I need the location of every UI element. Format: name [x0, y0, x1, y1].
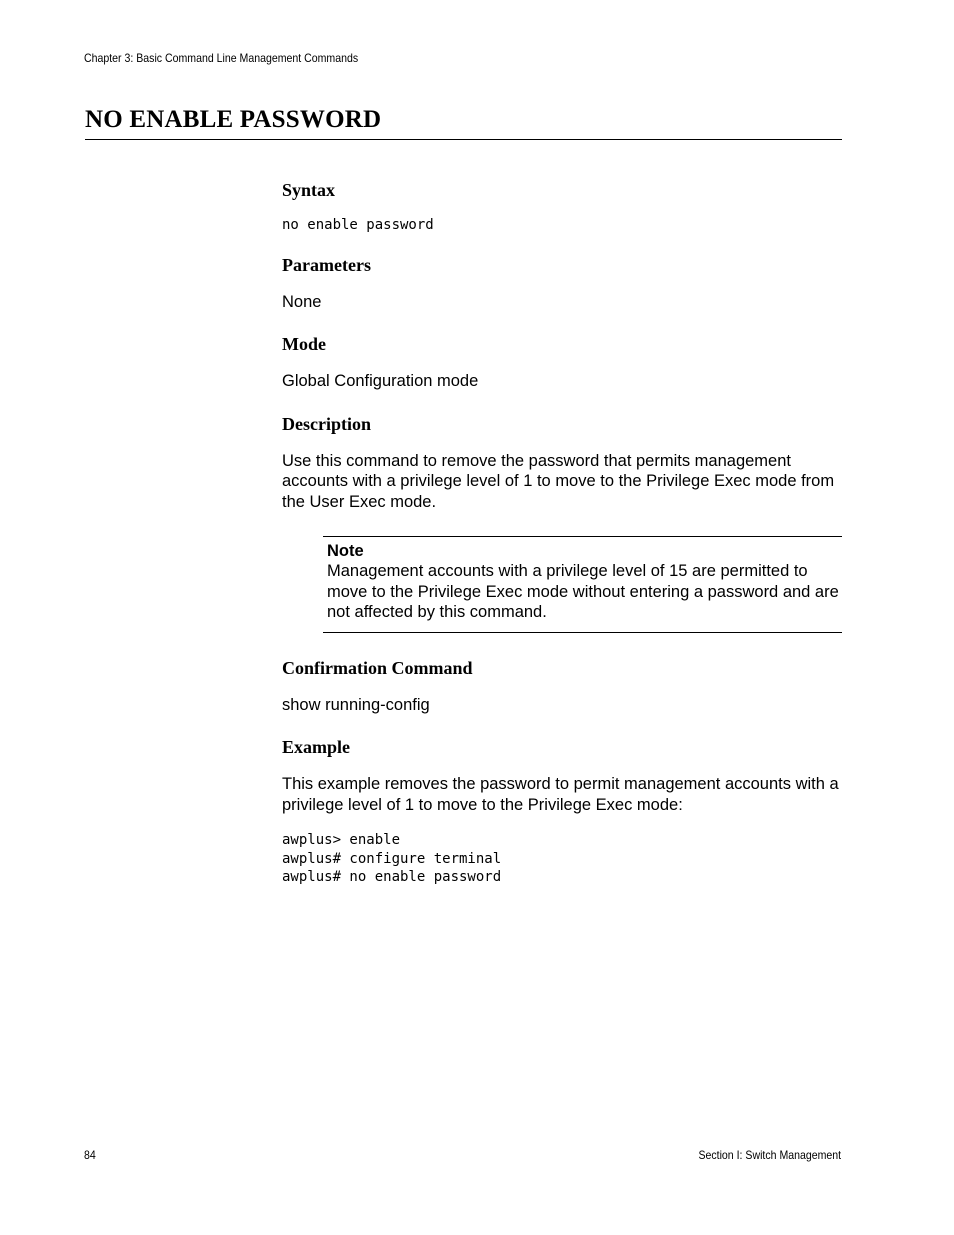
- mode-text: Global Configuration mode: [282, 372, 479, 390]
- mode-heading: Mode: [282, 334, 326, 354]
- note-label: Note: [327, 542, 364, 560]
- title-rule: [85, 139, 842, 140]
- confirmation-text: show running-config: [282, 695, 430, 714]
- syntax-code: no enable password: [282, 217, 434, 233]
- confirmation-heading: Confirmation Command: [282, 657, 473, 678]
- note-text: Management accounts with a privilege level of 15 are permitted to move to the Privilege Exec mode without entering a password and are not affected by this command.: [327, 562, 839, 621]
- example-code-block: [282, 831, 844, 887]
- example-heading: Example: [282, 737, 351, 757]
- example-code-line: awplus# configure terminal: [282, 850, 502, 867]
- syntax-heading: Syntax: [282, 180, 336, 200]
- example-text: This example removes the password to permit management accounts with a privilege level of 1 to move to the Privilege Exec mode:: [282, 775, 839, 814]
- parameters-heading: Parameters: [282, 254, 371, 275]
- parameters-text: None: [282, 292, 322, 311]
- page-title: NO ENABLE PASSWORD: [85, 106, 382, 133]
- running-header: Chapter 3: Basic Command Line Management Commands: [84, 51, 359, 65]
- description-text: Use this command to remove the password that permits management accounts with a privilege level of 1 to move to the Privilege Exec mode from the User Exec mode.: [282, 451, 835, 511]
- description-heading: Description: [282, 413, 371, 434]
- example-code-line: awplus# no enable password: [282, 869, 502, 885]
- running-footer: Section I: Switch Management: [698, 1148, 841, 1162]
- page-number: 84: [84, 1148, 96, 1162]
- note-box: [323, 536, 842, 633]
- example-code-line: awplus> enable: [282, 832, 401, 848]
- content-body: [282, 178, 844, 887]
